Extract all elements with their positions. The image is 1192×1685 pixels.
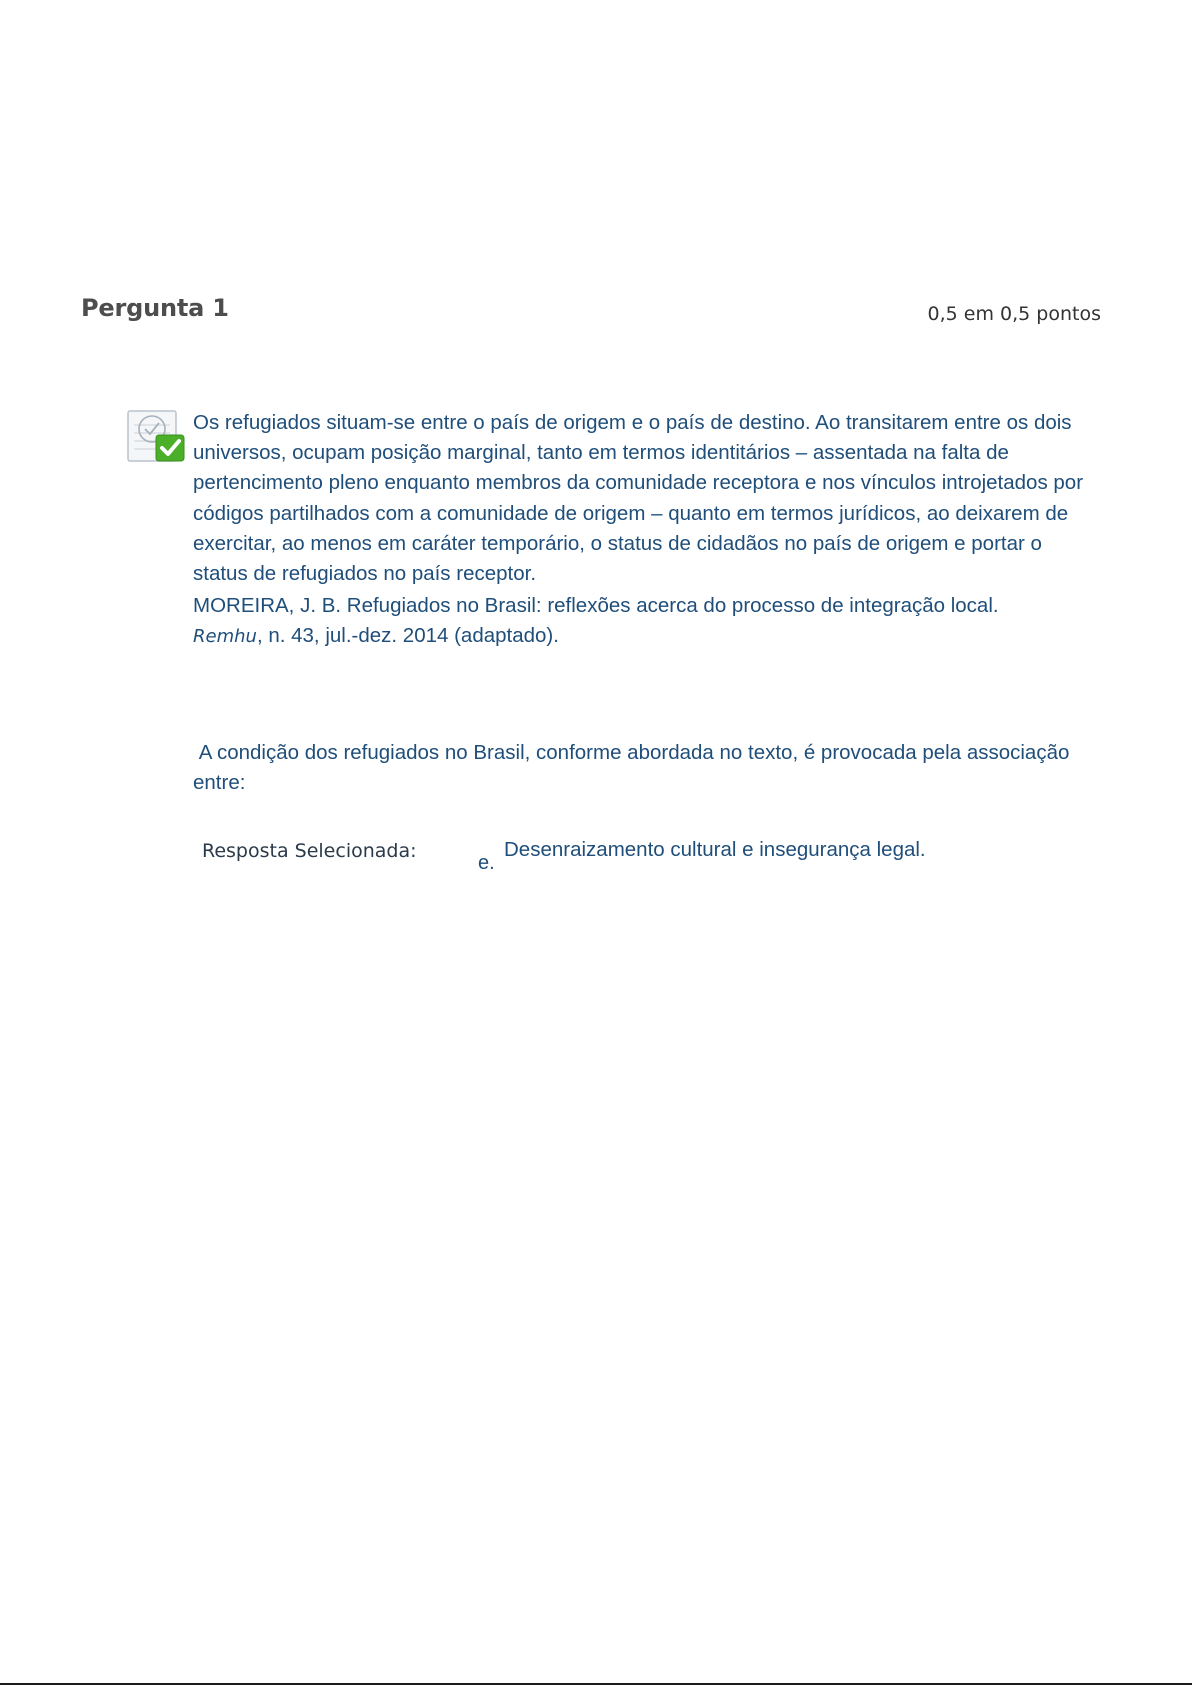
citation-journal: Remhu: [193, 626, 257, 648]
citation-rest: , n. 43, jul.-dez. 2014 (adaptado).: [256, 624, 559, 648]
citation-main: MOREIRA, J. B. Refugiados no Brasil: reflexões acerca do processo de integração local.: [193, 594, 999, 618]
question-header: [81, 294, 1101, 334]
correct-answer-icon: [126, 405, 188, 465]
answer-label: Resposta Selecionada:: [202, 840, 417, 862]
question-body: [193, 408, 1093, 653]
answer-text: Desenraizamento cultural e insegurança legal.: [504, 838, 926, 861]
answer-letter: e.: [478, 852, 495, 874]
question-prompt: [193, 738, 1093, 798]
question-title: Pergunta 1: [81, 294, 229, 322]
question-prompt-text: A condição dos refugiados no Brasil, conforme abordada no texto, é provocada pela associação entre:: [193, 741, 1070, 794]
question-points: 0,5 em 0,5 pontos: [927, 303, 1101, 325]
question-citation: [193, 591, 1093, 652]
selected-answer-row: [202, 838, 1102, 878]
question-passage: Os refugiados situam-se entre o país de origem e o país de destino. Ao transitarem entre os dois universos, ocupam posição marginal, tanto em termos identitários – assentada na falta de pertencimento pleno enquanto membros da comunidade receptora e nos vínculos introjetados por códigos partilhados com a comunidade de origem – quanto em termos jurídicos, ao deixarem de exercitar, ao menos em caráter temporário, o status de cidadãos no país de origem e portar o status de refugiados no país receptor.: [193, 411, 1084, 586]
